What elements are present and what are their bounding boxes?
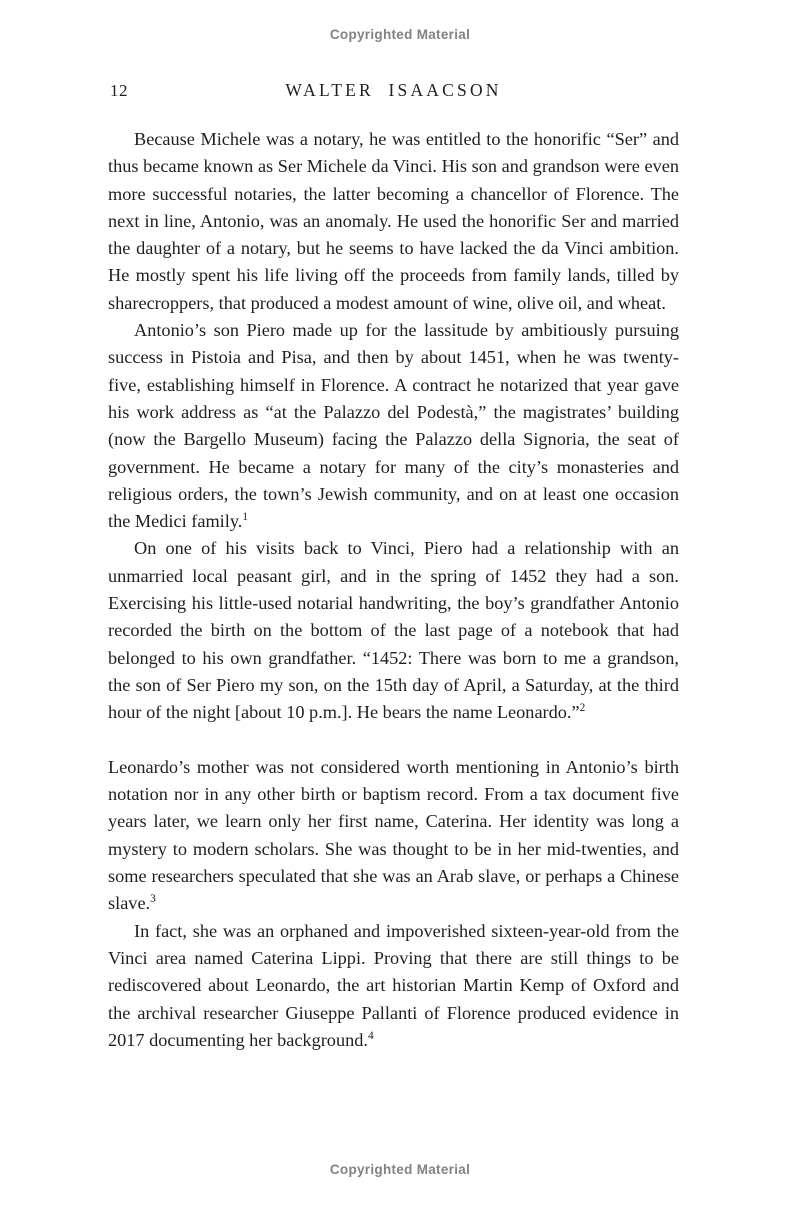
footnote-marker: 4 xyxy=(367,1029,374,1042)
paragraph: On one of his visits back to Vinci, Piero had a relationship with an unmarried local peasant girl, and in the spring of 1452 they had a son. Exercising his little-used notarial handwriting, the boy’s grandfather Antonio recorded the birth on the bottom of the last page of a notebook that had belonged to his own grandfather. “1452: There was born to me a grandson, the son of Ser Piero my son, on the 15th day of April, a Saturday, at the third hour of the night [about 10 p.m.]. He bears the name Leonardo.”$^2$ xyxy=(108,538,679,723)
running-header: WALTER ISAACSON xyxy=(285,80,502,100)
footnote-marker: 3 xyxy=(150,893,156,906)
paragraph: Leonardo’s mother was not considered worth mentioning in Antonio’s birth notation nor in any other birth or baptism record. From a tax document five years later, we learn only her first name, Caterina. Her identity was long a mystery to modern scholars. She was thought to be in her mid-twenties, and some researchers speculated that she was an Arab slave, or perhaps a Chinese slave.$^3$ xyxy=(108,756,679,914)
page-header xyxy=(108,80,679,101)
copyright-notice-bottom: Copyrighted Material xyxy=(329,1162,471,1177)
copyright-notice-top: Copyrighted Material xyxy=(329,27,471,42)
page-number: 12 xyxy=(110,81,128,100)
paragraph: Because Michele was a notary, he was entitled to the honorific “Ser” and thus became known as Ser Michele da Vinci. His son and grandson were even more successful notaries, the latter becoming a chancellor of Florence. The next in line, Antonio, was an anomaly. He used the honorific Ser and married the daughter of a notary, but he seems to have lacked the da Vinci ambition. He mostly spent his life living off the proceeds from family lands, tilled by sharecroppers, that produced a modest amount of wine, olive oil, and wheat. xyxy=(108,129,679,313)
body-text xyxy=(108,126,679,1054)
paragraph: In fact, she was an orphaned and impoverished sixteen-year-old from the Vinci area named Caterina Lippi. Proving that there are still things to be rediscovered about Leonardo, the art historian Martin Kemp of Oxford and the archival researcher Giuseppe Pallanti of Florence produced evidence in 2017 documenting her background.$^4$ xyxy=(108,920,679,1050)
footnote-marker: 2 xyxy=(579,702,586,715)
footnote-marker: 1 xyxy=(242,511,249,524)
paragraph: Antonio’s son Piero made up for the lassitude by ambitiously pursuing success in Pistoia and Pisa, and then by about 1451, when he was twenty-five, establishing himself in Florence. A contract he notarized that year gave his work address as “at the Palazzo del Podestà,” the magistrates’ building (now the Bargello Museum) facing the Palazzo della Signoria, the seat of government. He became a notary for many of the city’s monasteries and religious orders, the town’s Jewish community, and on at least one occasion the Medici family.$^1$ xyxy=(108,320,679,532)
